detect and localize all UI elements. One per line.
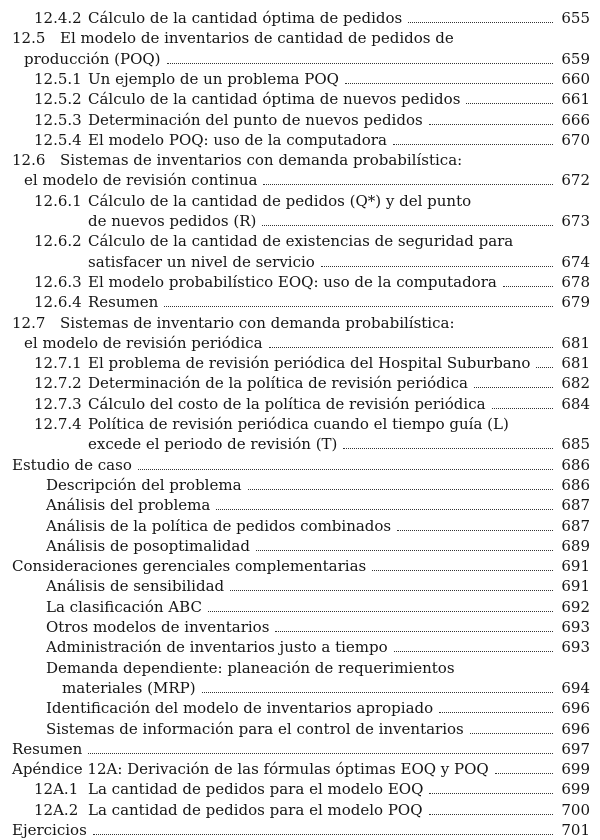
toc-entry-title: Demanda dependiente: planeación de requerimientos [46,658,455,677]
toc-entry-number: 12.7 [12,313,46,332]
toc-entry-page: 674 [561,252,590,271]
dot-leader [408,22,553,23]
toc-entry-number: 12.6.1 [34,191,82,210]
toc-entry-page: 699 [561,780,590,799]
toc-entry-page: 689 [561,536,590,555]
toc-entry[interactable] [0,800,600,820]
dot-leader [429,793,553,794]
toc-entry-title: Consideraciones gerenciales complementarias [12,557,367,576]
toc-entry-page: 686 [561,455,590,474]
toc-entry-number: 12.5.2 [34,90,82,109]
toc-entry-title: Política de revisión periódica cuando el tiempo guía (L) [88,415,509,433]
dot-leader [93,834,553,835]
toc-entry-number: 12.7.1 [34,354,82,373]
toc-entry-title: Cálculo de la cantidad óptima de nuevos pedidos [88,90,461,109]
dot-leader [208,611,553,612]
toc-entry-title: Cálculo de la cantidad óptima de pedidos [88,9,403,27]
toc-entry-page: 661 [561,90,590,109]
toc-entry[interactable] [0,678,600,698]
dot-leader [439,712,553,713]
toc-entry-title: el modelo de revisión periódica [24,333,263,352]
toc-entry-title: El modelo POQ: uso de la computadora [88,130,387,149]
toc-entry-title: Análisis del problema [46,496,211,515]
toc-entry-page: 687 [561,496,590,515]
toc-entry-title: El problema de revisión periódica del Hospital Suburbano [88,354,531,373]
toc-entry[interactable] [0,820,600,840]
toc-entry-title: materiales (MRP) [62,678,196,697]
toc-entry[interactable] [0,272,600,292]
toc-entry[interactable] [0,49,600,69]
toc-entry-title: Resumen [12,739,83,758]
toc-entry-title: Apéndice 12A: Derivación de las fórmulas óptimas EOQ y POQ [12,760,489,779]
dot-leader [343,448,553,449]
toc-entry-page: 684 [561,394,590,413]
toc-entry[interactable] [0,434,600,454]
toc-entry[interactable] [0,495,600,515]
toc-entry-title: Cálculo del costo de la política de revisión periódica [88,394,486,413]
toc-entry-title: Descripción del problema [46,475,242,494]
toc-entry-number: 12.4.2 [34,9,82,27]
toc-entry-page: 686 [561,475,590,494]
toc-entry-line[interactable] [0,28,600,48]
toc-entry[interactable] [0,576,600,596]
toc-entry-title: Análisis de posoptimalidad [46,536,250,555]
toc-entry-number: 12A.2 [34,800,79,819]
toc-entry-page: 672 [561,171,590,190]
toc-entry-title: Sistemas de información para el control de inventarios [46,719,464,738]
toc-entry-title: Sistemas de inventario con demanda probabilística: [60,313,455,332]
toc-entry-page: 692 [561,597,590,616]
toc-entry-page: 700 [561,800,590,819]
toc-entry[interactable] [0,475,600,495]
toc-entry-page: 670 [561,130,590,149]
toc-entry-page: 659 [561,49,590,68]
toc-entry-number: 12.5 [12,29,46,48]
toc-entry[interactable] [0,759,600,779]
toc-entry-page: 679 [561,293,590,312]
dot-leader [164,306,553,307]
toc-entry-title: de nuevos pedidos (R) [88,212,257,230]
toc-entry-page: 655 [561,9,590,27]
toc-entry-title: Resumen [88,293,159,312]
toc-entry-title: Análisis de sensibilidad [46,577,225,596]
dot-leader [138,469,553,470]
toc-entry-page: 696 [561,699,590,718]
dot-leader [216,509,553,510]
toc-entry[interactable] [0,637,600,657]
dot-leader [256,550,553,551]
toc-entry-page: 693 [561,638,590,657]
toc-entry-line[interactable] [0,191,600,211]
toc-entry-title: Ejercicios [12,821,87,839]
toc-entry-number: 12A.1 [34,780,79,799]
dot-leader [202,692,553,693]
toc-entry-page: 701 [561,821,590,839]
dot-leader [495,773,553,774]
toc-entry-line[interactable] [0,231,600,251]
toc-entry-page: 681 [561,354,590,373]
toc-entry-title: Cálculo de la cantidad de existencias de seguridad para [88,232,514,251]
toc-entry-number: 12.7.3 [34,394,82,413]
dot-leader [275,631,553,632]
toc-entry-page: 681 [561,333,590,352]
toc-entry-page: 687 [561,516,590,535]
dot-leader [262,225,553,226]
toc-entry[interactable] [0,394,600,414]
dot-leader [393,144,553,145]
toc-entry[interactable] [0,170,600,190]
toc-entry[interactable] [0,89,600,109]
toc-entry[interactable] [0,536,600,556]
toc-entry-title: Administración de inventarios justo a tiempo [46,638,388,657]
dot-leader [372,570,553,571]
dot-leader [429,124,553,125]
toc-entry-title: producción (POQ) [24,49,161,68]
toc-entry-page: 666 [561,110,590,129]
dot-leader [394,651,553,652]
toc-entry-title: Un ejemplo de un problema POQ [88,69,339,88]
dot-leader [470,733,553,734]
dot-leader [248,489,553,490]
toc-entry-number: 12.6 [12,151,46,170]
toc-entry-title: El modelo probabilístico EOQ: uso de la computadora [88,272,497,291]
toc-entry-title: La cantidad de pedidos para el modelo POQ [88,800,423,819]
toc-entry-number: 12.7.2 [34,374,82,393]
toc-entry-page: 697 [561,739,590,758]
toc-entry-number: 12.6.3 [34,272,82,291]
toc-entry[interactable] [0,516,600,536]
toc-entry[interactable] [0,617,600,637]
toc-entry-title: Cálculo de la cantidad de pedidos (Q*) y del punto [88,191,472,210]
toc-entry[interactable] [0,69,600,89]
toc-entry-line[interactable] [0,414,600,434]
toc-entry[interactable] [0,739,600,759]
toc-entry-page: 693 [561,618,590,636]
toc-entry-title: Sistemas de inventarios con demanda probabilística: [60,151,463,170]
dot-leader [536,367,553,368]
toc-entry-number: 12.6.4 [34,293,82,312]
dot-leader [466,103,553,104]
toc-entry-number: 12.5.3 [34,110,82,129]
toc-entry-title: La clasificación ABC [46,597,202,616]
dot-leader [88,753,553,754]
toc-entry-page: 673 [561,212,590,230]
toc-entry-page: 691 [561,577,590,596]
toc-entry[interactable] [0,698,600,718]
toc-entry-page: 660 [561,69,590,88]
toc-entry[interactable] [0,110,600,130]
dot-leader [492,408,553,409]
toc-entry-number: 12.6.2 [34,232,82,251]
dot-leader [345,83,553,84]
toc-entry-line[interactable] [0,658,600,678]
toc-entry-title: satisfacer un nivel de servicio [88,252,315,271]
toc-entry-title: Determinación de la política de revisión periódica [88,374,468,393]
dot-leader [474,387,553,388]
dot-leader [397,530,553,531]
toc-entry[interactable] [0,130,600,150]
toc-entry-title: La cantidad de pedidos para el modelo EOQ [88,780,424,799]
toc-entry-page: 678 [561,272,590,291]
toc-entry-number: 12.7.4 [34,415,82,433]
toc-entry[interactable] [0,373,600,393]
toc-entry[interactable] [0,779,600,799]
dot-leader [167,63,553,64]
toc-entry[interactable] [0,8,600,28]
dot-leader [503,286,553,287]
toc-entry-title: Identificación del modelo de inventarios apropiado [46,699,434,718]
toc-entry-page: 696 [561,719,590,738]
toc-entry[interactable] [0,252,600,272]
toc-entry-number: 12.5.1 [34,69,82,88]
dot-leader [230,590,553,591]
toc-entry-title: El modelo de inventarios de cantidad de pedidos de [60,29,454,48]
toc-entry-title: excede el periodo de revisión (T) [88,435,338,454]
toc-entry[interactable] [0,292,600,312]
toc-entry[interactable] [0,597,600,617]
toc-entry[interactable] [0,455,600,475]
toc-entry[interactable] [0,353,600,373]
toc-entry-title: Determinación del punto de nuevos pedidos [88,110,423,129]
toc-entry-page: 682 [561,374,590,393]
toc-entry[interactable] [0,211,600,231]
toc-entry[interactable] [0,556,600,576]
toc-entry[interactable] [0,333,600,353]
dot-leader [429,814,553,815]
toc-entry-title: el modelo de revisión continua [24,171,258,190]
toc-entry-line[interactable] [0,150,600,170]
dot-leader [269,347,553,348]
dot-leader [263,184,553,185]
dot-leader [321,266,553,267]
toc-entry-title: Análisis de la política de pedidos combinados [46,516,392,535]
toc-entry-title: Otros modelos de inventarios [46,618,270,636]
toc-entry-number: 12.5.4 [34,130,82,149]
toc-entry-title: Estudio de caso [12,455,132,474]
toc-entry-page: 694 [561,678,590,697]
toc-entry-line[interactable] [0,313,600,333]
toc-entry[interactable] [0,719,600,739]
toc-entry-page: 699 [561,760,590,779]
toc-entry-page: 691 [561,557,590,576]
toc-entry-page: 685 [561,435,590,454]
